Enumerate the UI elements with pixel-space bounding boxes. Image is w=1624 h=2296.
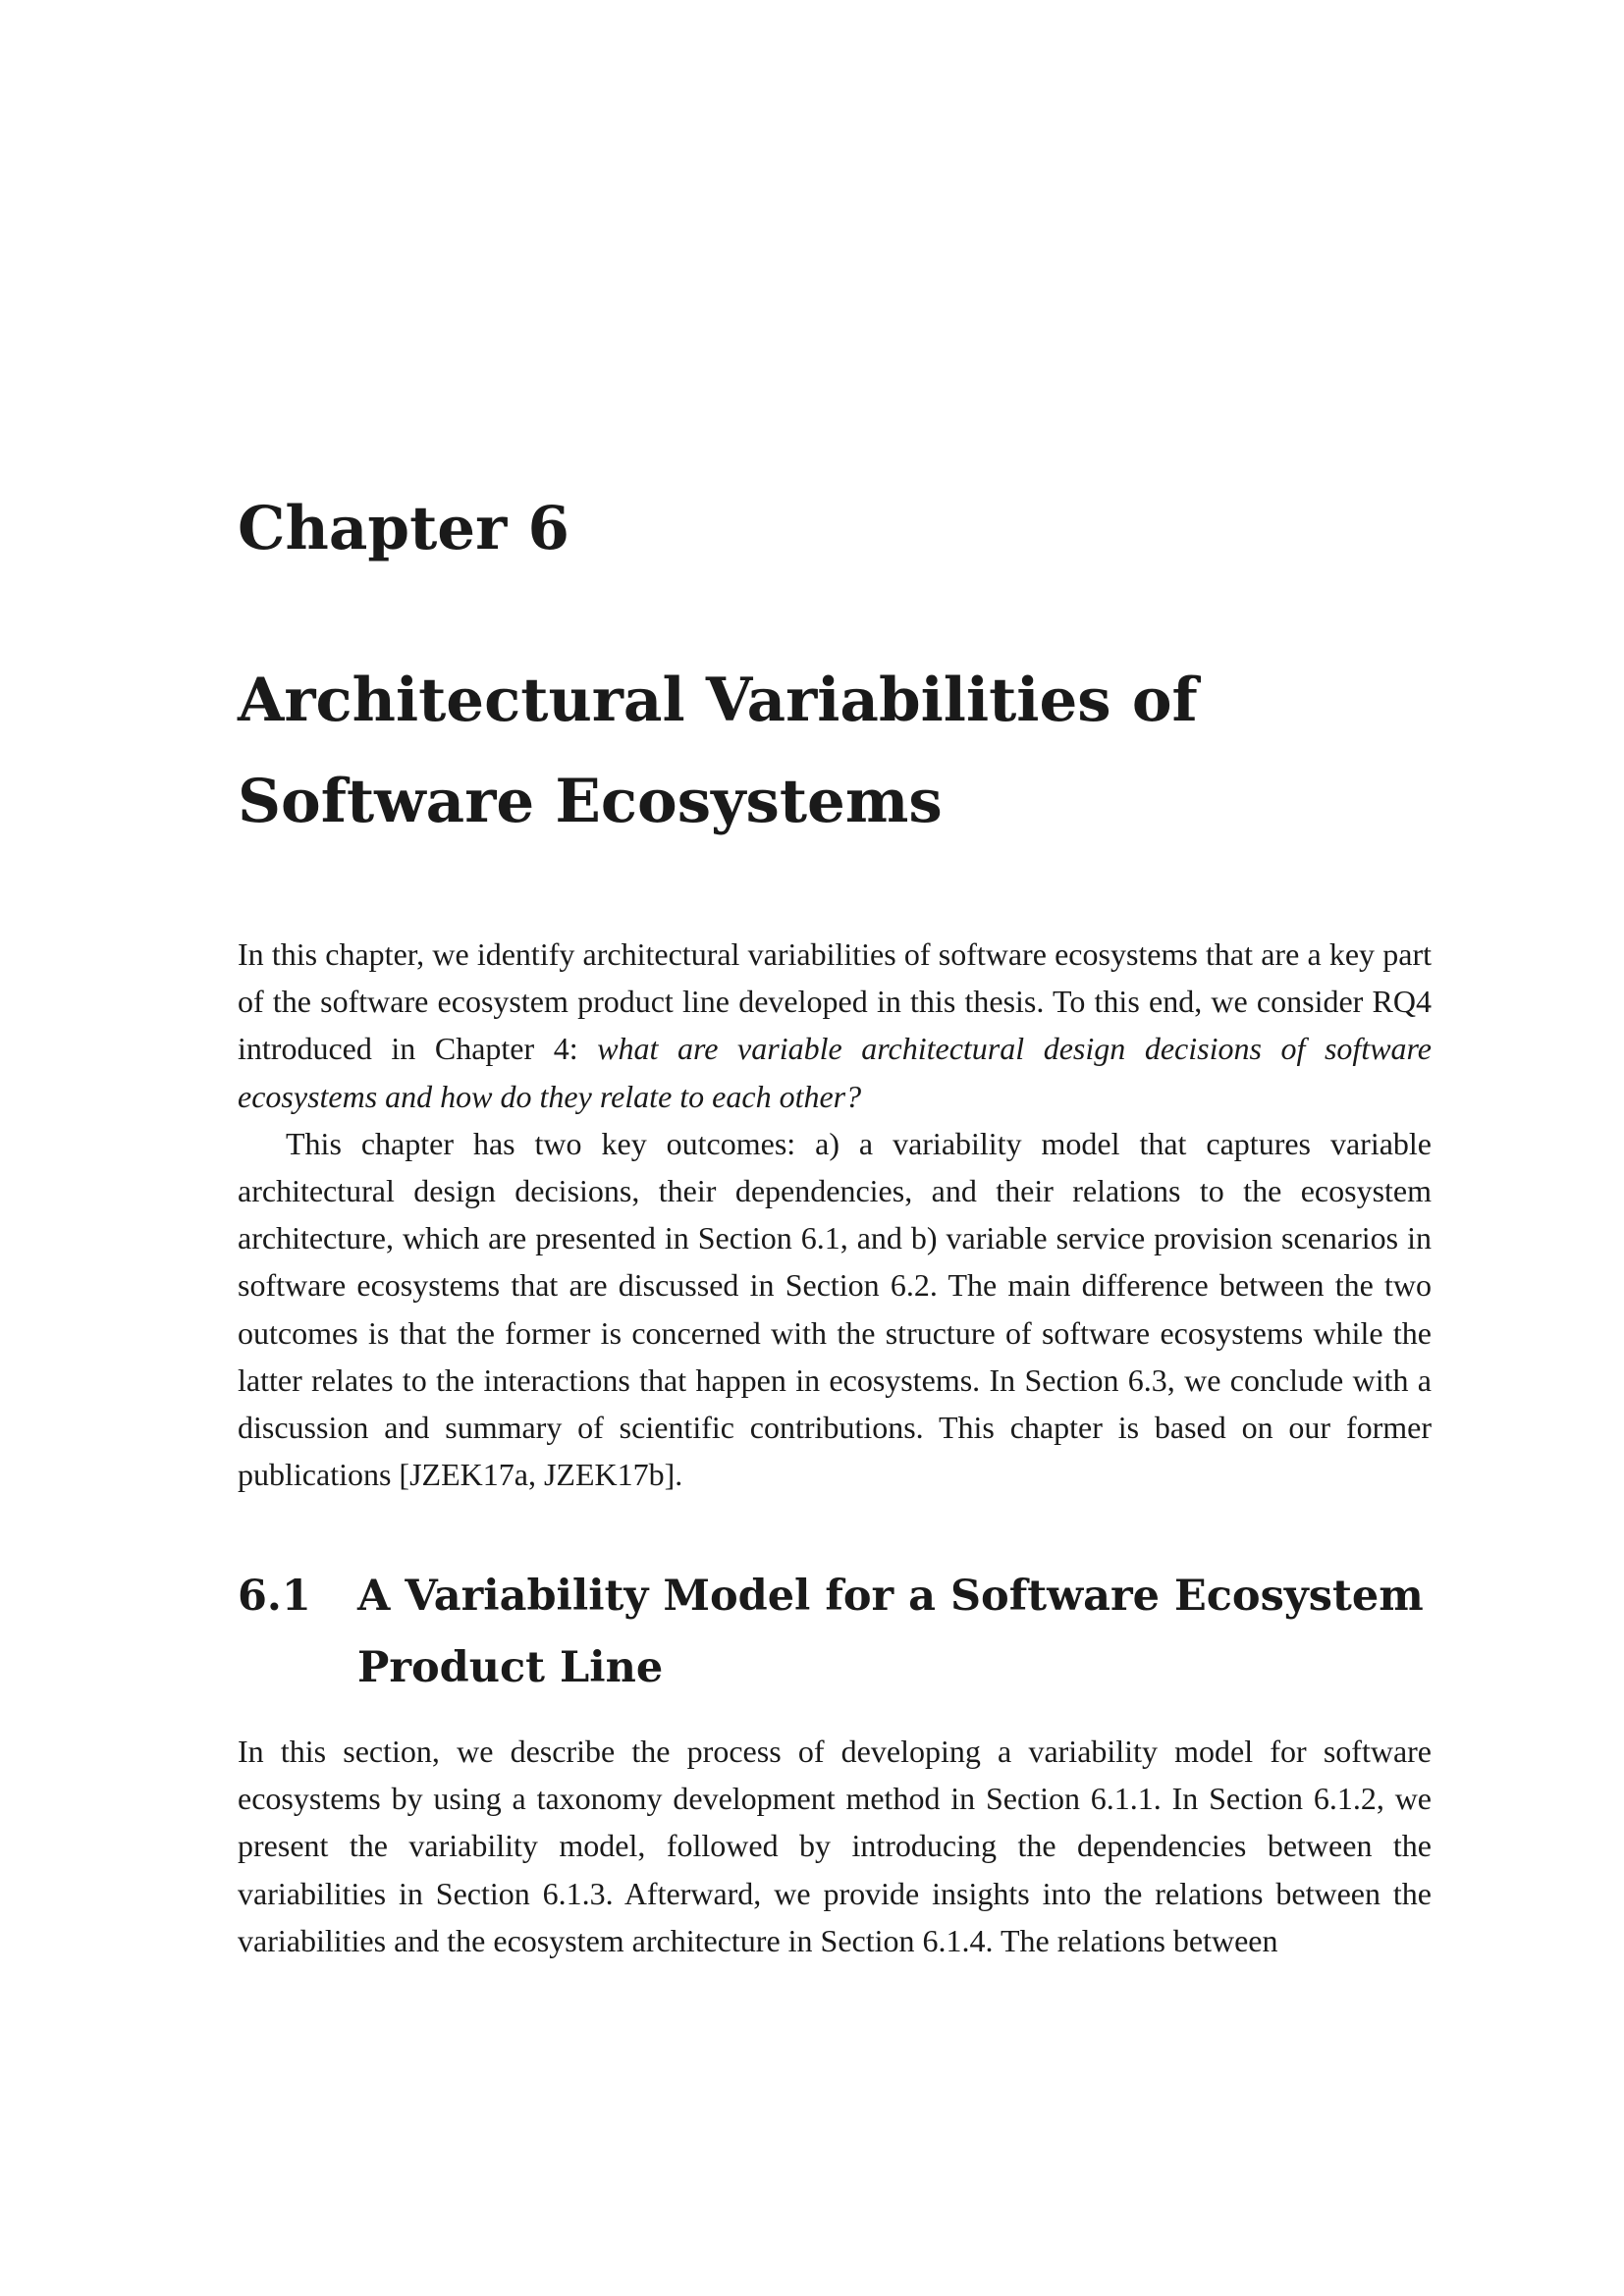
section-heading-6-1: [238, 1561, 1432, 1704]
research-question-italic: what are variable architectural design decisions of software ecosystems and how do they relate to each other?: [238, 1031, 1433, 1114]
chapter-intro: [238, 931, 1432, 1498]
section-number: 6.1: [238, 1572, 311, 1621]
section-paragraph-1: In this section, we describe the process of developing a variability model for software ecosystems by using a taxonomy development method in Section 6.1.1. In Section 6.1.2, we present the variability model, followed by introducing the dependencies between the variabilities in Section 6.1.3. Afterward, we provide insights into the relations between the variabilities and the ecosystem architecture in Section 6.1.4. The relations between: [238, 1734, 1432, 1958]
section-title: A Variability Model for a Software Ecosystem Product Line: [357, 1572, 1424, 1692]
chapter-label: Chapter 6: [238, 494, 569, 563]
chapter-title: Architectural Variabilities of Software Ecosystems: [238, 666, 1198, 836]
intro-paragraph-1: [238, 931, 1432, 1120]
intro-paragraph-1-text: In this chapter, we identify architectural variabilities of software ecosystems that are a key part of the software ecosystem product line developed in this thesis. To this end, we consider RQ4 introduced in Chapter 4:: [238, 936, 1432, 1067]
section-6-1-body: [238, 1728, 1432, 1964]
intro-paragraph-2: This chapter has two key outcomes: a) a variability model that captures variable architectural design decisions, their dependencies, and their relations to the ecosystem architecture, which are presented in Section 6.1, and b) variable service provision scenarios in software ecosystems that are discussed in Section 6.2. The main difference between the two outcomes is that the former is concerned with the structure of software ecosystems while the latter relates to the interactions that happen in ecosystems. In Section 6.3, we conclude with a discussion and summary of scientific contributions. This chapter is based on our former publications [JZEK17a, JZEK17b].: [238, 1125, 1432, 1493]
